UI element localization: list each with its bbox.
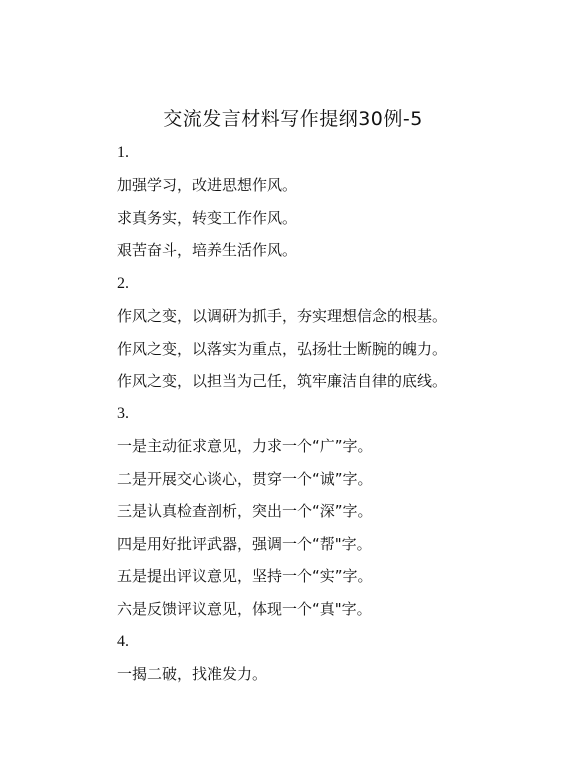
section-number: 4.	[117, 633, 129, 650]
list-item: 三是认真检查剖析，突出一个“深”字。	[117, 502, 373, 520]
list-item: 五是提出评议意见，坚持一个“实”字。	[117, 567, 373, 585]
list-item: 四是用好批评武器，强调一个“帮"字。	[117, 535, 372, 553]
list-item: 作风之变，以担当为己任，筑牢廉洁自律的底线。	[117, 372, 448, 390]
list-item: 加强学习，改进思想作风。	[117, 176, 298, 194]
section-number: 3.	[117, 405, 129, 422]
list-item: 一揭二破，找准发力。	[117, 665, 268, 683]
list-item: 艰苦奋斗，培养生活作风。	[117, 241, 298, 259]
list-item: 六是反馈评议意见，体现一个“真"字。	[117, 600, 372, 618]
list-item: 二是开展交心谈心，贯穿一个“诚”字。	[117, 470, 373, 488]
list-item: 一是主动征求意见，力求一个“广”字。	[117, 437, 373, 455]
section-number: 1.	[117, 144, 129, 161]
list-item: 求真务实，转变工作作风。	[117, 209, 298, 227]
page-title: 交流发言材料写作提纲30例-5	[163, 108, 423, 130]
section-number: 2.	[117, 275, 129, 292]
list-item: 作风之变，以调研为抓手，夯实理想信念的根基。	[117, 307, 448, 325]
list-item: 作风之变，以落实为重点，弘扬壮士断腕的魄力。	[117, 340, 448, 358]
